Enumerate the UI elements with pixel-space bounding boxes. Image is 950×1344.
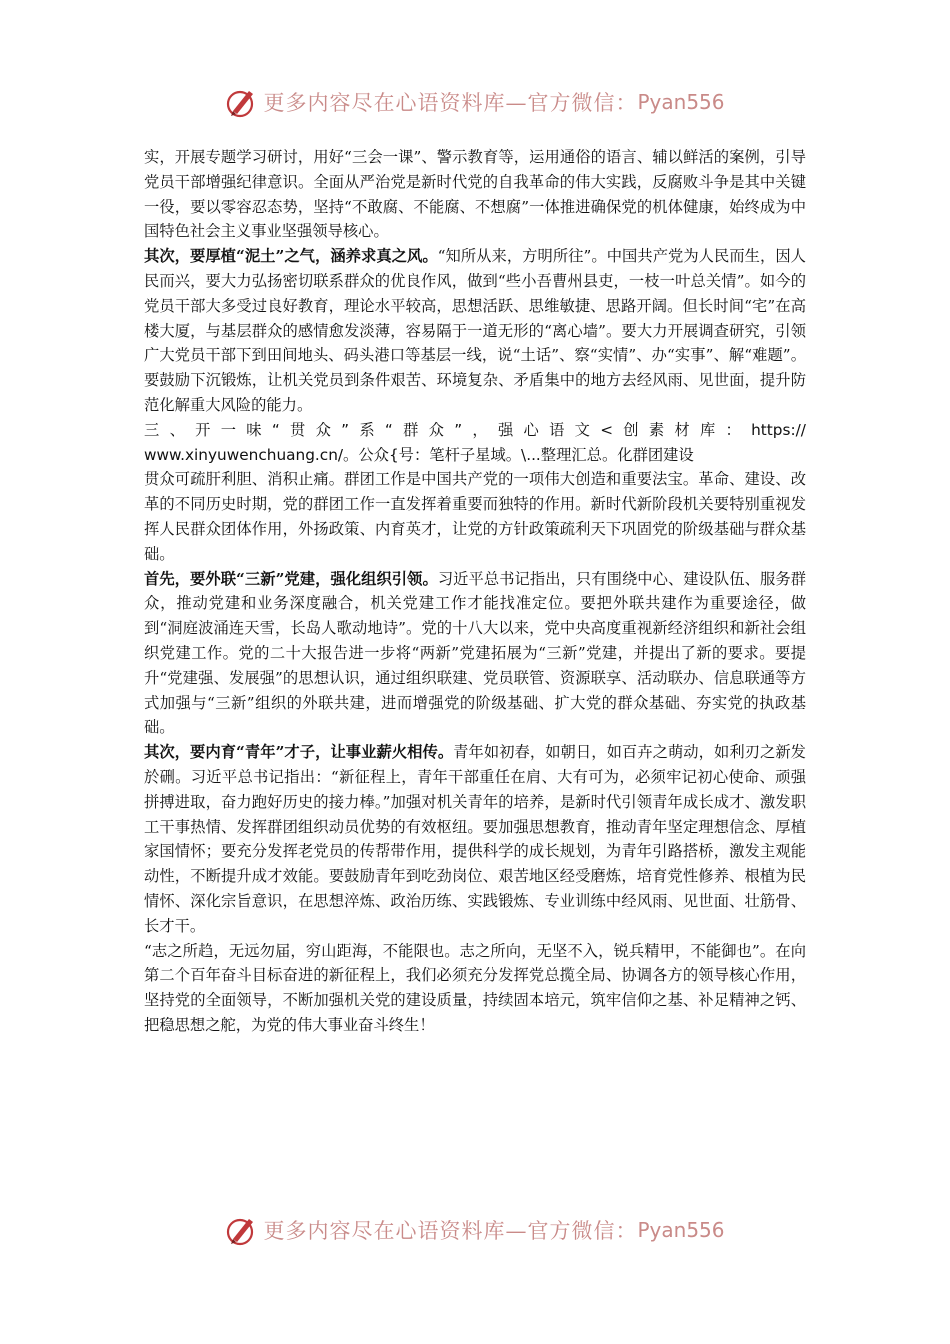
paragraph-4-lead: 首先，要外联“三新”党建，强化组织引领。 [144, 569, 438, 588]
heading-char: “ [384, 420, 393, 439]
heading-char: 、 [169, 420, 185, 439]
pen-logo-icon [225, 85, 259, 119]
header-watermark [0, 82, 950, 122]
heading-char: < [600, 420, 614, 439]
footer-watermark-wechat: Pyan556 [637, 1218, 725, 1242]
heading-char: 素 [648, 420, 665, 439]
section-heading [144, 418, 806, 468]
heading-char: 语 [549, 420, 565, 439]
paragraph-2 [144, 244, 806, 418]
heading-char: 库 [699, 420, 716, 439]
paragraph-1-text: 实，开展专题学习研讨，用好“三会一课”、警示教育等，运用通俗的语言、辅以鲜活的案例，引导党员干部增强纪律意识。全面从严治党是新时代党的自我革命的伟大实践，反腐败斗争是其中关键一役，要以零容忍态势，坚持“不敢腐、不能腐、不想腐”一体推进确保党的机体健康，始终成为中国特色社会主义事业坚强领导核心。 [144, 148, 806, 241]
paragraph-5-lead: 其次，要内育“青年”才子，让事业薪火相传。 [144, 743, 454, 762]
heading-char: 开 [195, 420, 211, 439]
heading-char: 三 [144, 420, 160, 439]
heading-char: 强 [497, 420, 514, 439]
paragraph-6-text: “志之所趋，无远勿届，穷山距海，不能限也。志之所向，无坚不入，锐兵精甲，不能御也”。在向第二个百年奋斗目标奋进的新征程上，我们必须充分发挥党总揽全局、协调各方的领导核心作用，坚持党的全面领导，不断加强机关党的建设质量，持续固本培元，筑牢信仰之基、补足精神之钙、把稳思想之舵，为党的伟大事业奋斗终生！ [144, 941, 806, 1034]
heading-char: 创 [623, 420, 639, 439]
heading-char: 众 [315, 420, 331, 439]
heading-char: 一 [220, 420, 236, 439]
paragraph-5 [144, 740, 806, 938]
paragraph-1 [144, 145, 806, 244]
paragraph-2-lead: 其次，要厚植“泥土”之气，涵养求真之风。 [144, 247, 438, 266]
paragraph-2-text: “知所从来，方明所往”。中国共产党为人民而生，因人民而兴，要大力弘扬密切联系群众的优良作风，做到“些小吾曹州县吏，一枝一叶总关情”。如今的党员干部大多受过良好教育，理论水平较高，思想活跃、思维敏捷、思路开阔。但长时间“宅”在高楼大厦，与基层群众的感情愈发淡薄，容易隔于一道无形的“离心墙”。要大力开展调查研究，引领广大党员干部下到田间地头、码头港口等基层一线，说“土话”、察“实情”、办“实事”、解“难题”。要鼓励下沉锻炼，让机关党员到条件艰苦、环境复杂、矛盾集中的地方去经风雨、见世面，提升防范化解重大风险的能力。 [144, 247, 806, 414]
footer-watermark [0, 1210, 950, 1250]
heading-url-part: https:// [751, 420, 806, 439]
heading-char: 群 [403, 420, 419, 439]
heading-char: “ [271, 420, 280, 439]
paragraph-5-text: 青年如初春，如朝日，如百卉之萌动，如利刃之新发於硎。习近平总书记指出：“新征程上，青年干部重任在肩、大有可为，必须牢记初心使命、顽强拼搏进取，奋力跑好历史的接力棒。”加强对机关青年的培养，是新时代引领青年成长成才、激发职工干事热情、发挥群团组织动员优势的有效枢纽。要加强思想教育，推动青年坚定理想信念、厚植家国情怀；要充分发挥老党员的传帮带作用，提供科学的成长规划，为青年引路搭桥，激发主观能动性，不断提升成才效能。要鼓励青年到吃劲岗位、艰苦地区经受磨炼，培育党性修养、根植为民情怀、深化宗旨意识，在思想淬炼、政治历练、实践锻炼、专业训练中经风雨、见世面、壮筋骨、长才干。 [144, 743, 806, 935]
heading-char: 贯 [290, 420, 306, 439]
header-watermark-text: 更多内容尽在心语资料库—官方微信： [263, 91, 638, 115]
heading-char: ” [341, 420, 350, 439]
paragraph-6 [144, 939, 806, 1038]
paragraph-4 [144, 567, 806, 741]
heading-char: 味 [246, 420, 262, 439]
heading-char: 文 [574, 420, 590, 439]
paragraph-4-text: 习近平总书记指出，只有围绕中心、建设队伍、服务群众，推动党建和业务深度融合，机关党建工作才能找准定位。要把外联共建作为重要途径，做到“洞庭波涌连天雪，长岛人歌动地诗”。党的十八大以来，党中央高度重视新经济组织和新社会组织党建工作。党的二十大报告进一步将“两新”党建拓展为“三新”党建，并提出了新的要求。要提升“党建强、发展强”的思想认识，通过组织联建、党员联管、资源联享、活动联办、信息联通等方式加强与“三新”组织的外联共建，进而增强党的阶级基础、扩大党的群众基础、夯实党的执政基础。 [144, 569, 806, 737]
section-heading-line-1 [144, 418, 806, 443]
section-heading-line-2: www.xinyuwenchuang.cn/。公众{号：笔杆子星域。\...整理汇总。化群团建设 [144, 445, 694, 464]
heading-char: 心 [523, 420, 539, 439]
heading-char: ” [454, 420, 463, 439]
paragraph-3 [144, 467, 806, 566]
paragraph-3-text: 贯众可疏肝利胆、消积止痛。群团工作是中国共产党的一项伟大创造和重要法宝。革命、建设、改革的不同历史时期，党的群团工作一直发挥着重要而独特的作用。新时代新阶段机关要特别重视发挥人民群众团体作用，外扬政策、内育英才，让党的方针政策疏利天下巩固党的阶级基础与群众基础。 [144, 470, 806, 563]
pen-logo-icon [225, 1213, 259, 1247]
heading-char: 系 [359, 420, 375, 439]
document-body [144, 145, 806, 1038]
header-watermark-wechat: Pyan556 [637, 90, 725, 114]
heading-char: ： [725, 420, 741, 439]
heading-char: 材 [674, 420, 690, 439]
footer-watermark-text: 更多内容尽在心语资料库—官方微信： [263, 1219, 638, 1243]
heading-char: 众 [428, 420, 444, 439]
heading-char: ， [472, 420, 488, 439]
